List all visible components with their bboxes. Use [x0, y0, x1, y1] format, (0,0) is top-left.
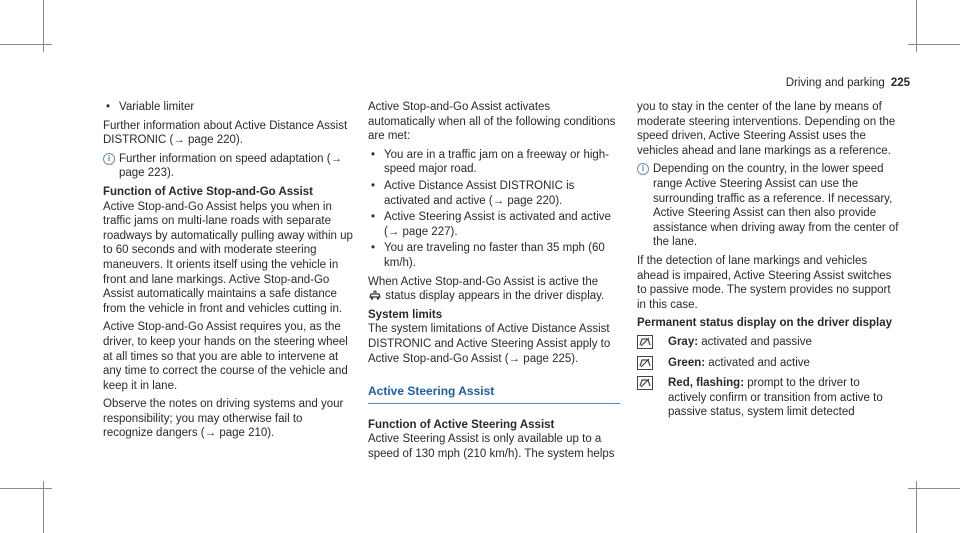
status-item: Gray: activated and passive — [637, 335, 899, 350]
steering-wheel-car-icon — [637, 335, 653, 349]
paragraph: Active Stop-and-Go Assist requires you, as the driver, to keep your hands on the steering wheel at all times so that you are able to intervene at any time to correct the course of the vehicle and keep it in lane. — [103, 321, 348, 392]
list-item: • Active Steering Assist is activated and active (→ page 227). — [371, 211, 611, 238]
crop-mark — [916, 0, 917, 52]
list-item: • You are traveling no faster than 35 mph (60 km/h). — [371, 242, 605, 269]
crop-mark — [0, 488, 52, 489]
paragraph: If the detection of lane markings and vehicles ahead is impaired, Active Steering Assist switches to passive mode. The system provides no support in this case. — [637, 254, 892, 311]
paragraph: you to stay in the center of the lane by means of moderate steering interventions. Depending on the speed driven, Active Steering Assist uses the vehicles ahead and lane markings as a reference. — [637, 101, 896, 157]
crop-mark — [0, 44, 52, 45]
paragraph: Further information about Active Distance Assist DISTRONIC (→ page 220). — [103, 119, 348, 147]
crop-mark — [43, 0, 44, 52]
note — [103, 152, 353, 181]
heading: Permanent status display on the driver display — [637, 317, 892, 330]
column-2 — [368, 100, 620, 465]
paragraph: Active Steering Assist is only available up to a speed of 130 mph (210 km/h). The system helps — [368, 433, 615, 460]
paragraph: The system limitations of Active Distance Assist DISTRONIC and Active Steering Assist apply to Active Stop-and-Go Assist (→ page 225). — [368, 323, 611, 365]
heading: Function of Active Stop-and-Go Assist — [103, 185, 313, 198]
column-3 — [637, 100, 899, 426]
list-item: • Active Distance Assist DISTRONIC is activated and active (→ page 220). — [371, 179, 575, 207]
stop-and-go-car-icon — [368, 289, 382, 301]
page-number: 225 — [890, 77, 910, 89]
section-title: Active Steering Assist — [368, 384, 620, 404]
note-text: Further information on speed adaptation (→ page 223). — [119, 152, 343, 180]
paragraph: Active Stop-and-Go Assist helps you when in traffic jams on multi-lane roads with separate roadways by automatically pulling away within up to 60 seconds and with moderate steering maneuvers. It orients itself using the vehicle in front and lane markings. Active Stop-and-Go Assist automatically maintains a safe distance from the vehicle in front and vehicles cutting in. — [103, 200, 353, 315]
info-icon: i — [103, 153, 115, 165]
paragraph: When Active Stop-and-Go Assist is active the status display appears in the driver display. — [368, 275, 605, 303]
status-item: Red, flashing: prompt to the driver to actively confirm or transition from active to passive status, system limit detected — [637, 376, 899, 420]
note — [637, 162, 899, 250]
heading: System limits — [368, 308, 443, 321]
steering-wheel-car-icon — [637, 356, 653, 370]
paragraph: Active Stop-and-Go Assist activates automatically when all of the following conditions are met: — [368, 101, 616, 143]
steering-wheel-car-icon — [637, 376, 653, 390]
list-item: • You are in a traffic jam on a freeway or high-speed major road. — [371, 148, 610, 176]
list-item: • Variable limiter — [106, 101, 195, 113]
paragraph: Observe the notes on driving systems and your responsibility; you may otherwise fail to recognize dangers (→ page 210). — [103, 398, 344, 440]
heading: Function of Active Steering Assist — [368, 418, 555, 431]
page-header — [786, 77, 910, 89]
crop-mark — [43, 481, 44, 533]
note-text: Depending on the country, in the lower speed range Active Steering Assist can use the surrounding traffic as a reference. If necessary, Active Steering Assist can then also provide assistance when driving away from the center of the lane. — [653, 163, 899, 249]
crop-mark — [916, 481, 917, 533]
column-1 — [103, 100, 353, 445]
header-title: Driving and parking — [785, 77, 885, 89]
status-item: Green: activated and active — [637, 356, 899, 371]
info-icon: i — [637, 163, 649, 175]
